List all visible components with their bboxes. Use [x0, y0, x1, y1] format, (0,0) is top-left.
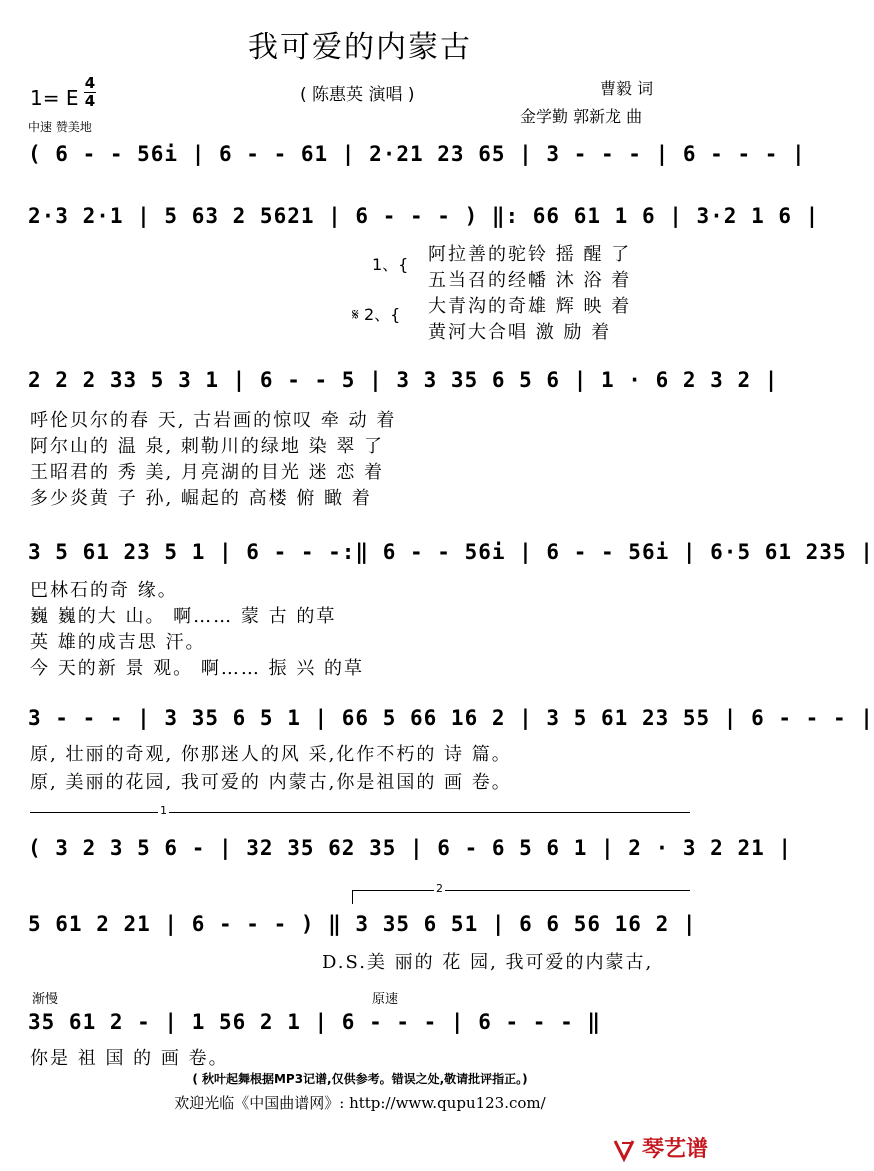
verse-mark-2: 𝄋 2、{ — [352, 305, 401, 324]
volta-bracket-1 — [30, 812, 690, 813]
transcription-note: ( 秋叶起舞根据MP3记谱,仅供参考。错误之处,敬请批评指正。) — [192, 1072, 528, 1086]
verse-line: 黄河大合唱 激 励 着 — [428, 322, 612, 343]
key-signature: 1= E — [30, 86, 79, 110]
lyricist-credit: 曹毅 词 — [600, 79, 654, 98]
lyric-line: 原, 壮丽的奇观, 你那迷人的风 采,化作不朽的 诗 篇。 — [30, 744, 512, 765]
volta-bracket-2 — [352, 890, 690, 891]
lyric-line: 原, 美丽的花园, 我可爱的 内蒙古,你是祖国的 画 卷。 — [30, 772, 512, 793]
notation-system-4: 3 5 61 23 5 1 | 6 - - -:‖ 6 - - 56i | 6 - - 56i | 6·5 61 235 | — [28, 540, 874, 564]
lyric-line: D.S.美 丽的 花 园, 我可爱的内蒙古, — [322, 952, 654, 973]
composer-credit: 金学勤 郭新龙 曲 — [520, 107, 643, 126]
lyric-line: 多少炎黄 子 孙, 崛起的 高楼 俯 瞰 着 — [30, 488, 372, 509]
lyric-line: 王昭君的 秀 美, 月亮湖的目光 迷 恋 着 — [30, 462, 385, 483]
volta-number-2: 2 — [436, 882, 443, 895]
time-signature-denominator: 4 — [84, 92, 96, 110]
lyric-line: 今 天的新 景 观。 啊…… 振 兴 的草 — [30, 658, 365, 679]
volta-number-1: 1 — [160, 804, 167, 817]
lyric-line: 巍 巍的大 山。 啊…… 蒙 古 的草 — [30, 606, 337, 627]
song-title: 我可爱的内蒙古 — [248, 30, 472, 65]
ritardando-marking: 渐慢 — [32, 992, 59, 1007]
verse-line: 五当召的经幡 沐 浴 着 — [428, 270, 632, 291]
lyric-line: 英 雄的成吉思 汗。 — [30, 632, 206, 653]
a-tempo-marking: 原速 — [372, 992, 399, 1007]
logo-icon — [612, 1137, 638, 1163]
site-logo — [612, 1132, 708, 1163]
time-signature-numerator: 4 — [84, 74, 96, 92]
notation-system-2: 2·3 2·1 | 5 63 2 5621 | 6 - - - ) ‖: 66 61 1 6 | 3·2 1 6 | — [28, 204, 820, 228]
tempo-marking: 中速 赞美地 — [28, 120, 92, 134]
lyric-line: 巴林石的奇 缘。 — [30, 580, 178, 601]
website-credit: 欢迎光临《中国曲谱网》: http://www.qupu123.com/ — [174, 1094, 546, 1112]
logo-text: 琴艺谱 — [641, 1137, 708, 1162]
notation-system-8: 35 61 2 - | 1 56 2 1 | 6 - - - | 6 - - - ‖ — [28, 1010, 602, 1034]
performer: ( 陈惠英 演唱 ) — [300, 85, 415, 105]
verse-line: 大青沟的奇雄 辉 映 着 — [428, 296, 632, 317]
notation-system-1: ( 6 - - 56i | 6 - - 61 | 2·21 23 65 | 3 - - - | 6 - - - | — [28, 142, 806, 166]
notation-system-7: 5 61 2 21 | 6 - - - ) ‖ 3 35 6 51 | 6 6 56 16 2 | — [28, 912, 697, 936]
time-signature — [84, 76, 96, 109]
lyric-line: 你是 祖 国 的 画 卷。 — [30, 1048, 229, 1069]
verse-line: 阿拉善的驼铃 摇 醒 了 — [428, 244, 632, 265]
lyric-line: 阿尔山的 温 泉, 刺勒川的绿地 染 翠 了 — [30, 436, 385, 457]
verse-mark-1: 1、{ — [372, 255, 409, 274]
lyric-line: 呼伦贝尔的春 天, 古岩画的惊叹 牵 动 着 — [30, 410, 397, 431]
notation-system-3: 2 2 2 33 5 3 1 | 6 - - 5 | 3 3 35 6 5 6 | 1 · 6 2 3 2 | — [28, 368, 779, 392]
volta-bracket-2-stem — [352, 890, 353, 904]
notation-system-5: 3 - - - | 3 35 6 5 1 | 66 5 66 16 2 | 3 5 61 23 55 | 6 - - - | — [28, 706, 874, 730]
notation-system-6: ( 3 2 3 5 6 - | 32 35 62 35 | 6 - 6 5 6 1 | 2 · 3 2 21 | — [28, 836, 793, 860]
